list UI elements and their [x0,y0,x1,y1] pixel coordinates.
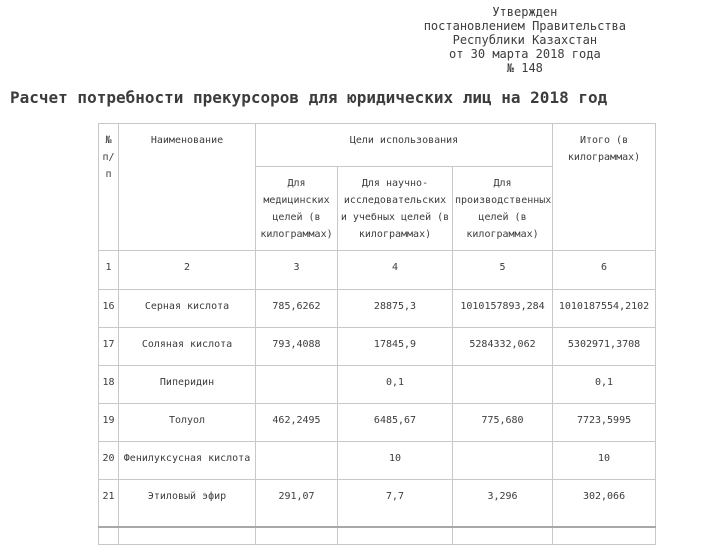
table-header-total: Итого (в килограммах) [553,124,656,251]
table-header-usage-goals: Цели использования [256,124,553,167]
partial-row-cell [256,527,338,545]
research-value-cell: 6485,67 [338,404,453,442]
table-row [99,290,656,328]
approval-note-line: Утвержден [492,5,558,19]
column-number-cell: 4 [338,251,453,290]
medical-value-cell: 785,6262 [256,290,338,328]
table-row [99,366,656,404]
research-value-cell: 7,7 [338,480,453,528]
column-number-cell: 1 [99,251,119,290]
approval-note-line: № 148 [506,61,543,75]
row-number-cell: 21 [99,480,119,528]
industrial-value-cell: 1010157893,284 [453,290,553,328]
table-row [99,480,656,528]
substance-name-cell: Этиловый эфир [119,480,256,528]
research-value-cell: 0,1 [338,366,453,404]
table-header-row-1 [99,124,656,167]
medical-value-cell: 793,4088 [256,328,338,366]
partial-next-row [99,527,656,545]
column-number-cell: 5 [453,251,553,290]
row-number-cell: 16 [99,290,119,328]
medical-value-cell [256,366,338,404]
table-row [99,442,656,480]
column-number-cell: 6 [553,251,656,290]
research-value-cell: 17845,9 [338,328,453,366]
partial-row-cell [119,527,256,545]
page-title: Расчет потребности прекурсоров для юридических лиц на 2018 год [10,88,608,107]
research-value-cell: 28875,3 [338,290,453,328]
row-number-cell: 18 [99,366,119,404]
industrial-value-cell: 3,296 [453,480,553,528]
table-header-industrial: Для производственных целей (в килограммах) [453,167,553,251]
approval-note-line: Республики Казахстан [452,33,598,47]
industrial-value-cell [453,442,553,480]
medical-value-cell [256,442,338,480]
substance-name-cell: Пиперидин [119,366,256,404]
total-value-cell: 7723,5995 [553,404,656,442]
research-value-cell: 10 [338,442,453,480]
table-header-medical: Для медицинских целей (в килограммах) [256,167,338,251]
precursor-table [98,123,656,545]
table-header-name: Наименование [119,124,256,251]
medical-value-cell: 291,07 [256,480,338,528]
approval-note-line: постановлением Правительства [423,19,626,33]
substance-name-cell: Толуол [119,404,256,442]
approval-note-line: от 30 марта 2018 года [448,47,601,61]
total-value-cell: 0,1 [553,366,656,404]
row-number-cell: 19 [99,404,119,442]
industrial-value-cell: 5284332,062 [453,328,553,366]
industrial-value-cell: 775,680 [453,404,553,442]
substance-name-cell: Серная кислота [119,290,256,328]
column-numbers-row [99,251,656,290]
row-number-cell: 17 [99,328,119,366]
total-value-cell: 302,066 [553,480,656,528]
approval-note [424,5,626,75]
table-header-research: Для научно-исследовательских и учебных целей (в килограммах) [338,167,453,251]
industrial-value-cell [453,366,553,404]
table-header-num: № п/п [99,124,119,251]
partial-row-cell [553,527,656,545]
total-value-cell: 5302971,3708 [553,328,656,366]
medical-value-cell: 462,2495 [256,404,338,442]
column-number-cell: 2 [119,251,256,290]
table-row [99,404,656,442]
total-value-cell: 10 [553,442,656,480]
total-value-cell: 1010187554,2102 [553,290,656,328]
partial-row-cell [99,527,119,545]
substance-name-cell: Фенилуксусная кислота [119,442,256,480]
substance-name-cell: Соляная кислота [119,328,256,366]
column-number-cell: 3 [256,251,338,290]
partial-row-cell [338,527,453,545]
row-number-cell: 20 [99,442,119,480]
partial-row-cell [453,527,553,545]
table-row [99,328,656,366]
